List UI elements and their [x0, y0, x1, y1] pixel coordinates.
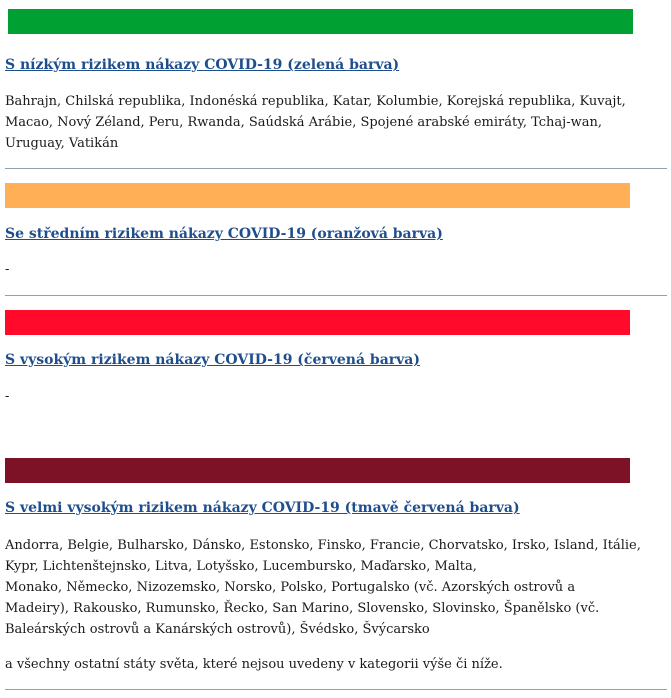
red-color-bar — [5, 310, 630, 335]
very-high-risk-countries-line-3: Monako, Německo, Nizozemsko, Norsko, Polsko, Portugalsko (vč. Azorských ostrovů a — [5, 580, 576, 595]
section-divider-3 — [5, 689, 667, 690]
section-divider-1 — [5, 168, 667, 169]
very-high-risk-countries-line-4: Madeiry), Rakousko, Rumunsko, Řecko, San Marino, Slovensko, Slovinsko, Španělsko (vč. — [5, 601, 600, 616]
high-risk-countries: - — [5, 389, 10, 404]
very-high-risk-countries-line-1: Andorra, Belgie, Bulharsko, Dánsko, Estonsko, Finsko, Francie, Chorvatsko, Irsko, Island, Itálie, — [5, 538, 641, 553]
very-high-risk-countries-line-2: Kypr, Lichtenštejnsko, Litva, Lotyšsko, Lucembursko, Maďarsko, Malta, — [5, 559, 477, 574]
low-risk-countries-line-1: Bahrajn, Chilská republika, Indonéská republika, Katar, Kolumbie, Korejská republika, Kuvajt, — [5, 94, 626, 109]
heading-low-risk-link[interactable]: S nízkým rizikem nákazy COVID-19 (zelená barva) — [5, 57, 400, 73]
section-divider-2 — [5, 295, 667, 296]
dark-red-color-bar — [5, 458, 630, 483]
low-risk-countries-line-3: Uruguay, Vatikán — [5, 136, 119, 151]
low-risk-countries-line-2: Macao, Nový Zéland, Peru, Rwanda, Saúdská Arábie, Spojené arabské emiráty, Tchaj-wan, — [5, 115, 602, 130]
orange-color-bar — [5, 183, 630, 208]
medium-risk-countries: - — [5, 262, 10, 277]
heading-very-high-risk-link[interactable]: S velmi vysokým rizikem nákazy COVID-19 (tmavě červená barva) — [5, 500, 520, 516]
heading-high-risk-link[interactable]: S vysokým rizikem nákazy COVID-19 (červená barva) — [5, 352, 420, 368]
very-high-risk-note: a všechny ostatní státy světa, které nejsou uvedeny v kategorii výše či níže. — [5, 657, 503, 672]
green-color-bar — [8, 9, 633, 34]
very-high-risk-countries-line-5: Baleárských ostrovů a Kanárských ostrovů), Švédsko, Švýcarsko — [5, 622, 430, 637]
heading-medium-risk-link[interactable]: Se středním rizikem nákazy COVID-19 (oranžová barva) — [5, 226, 443, 242]
